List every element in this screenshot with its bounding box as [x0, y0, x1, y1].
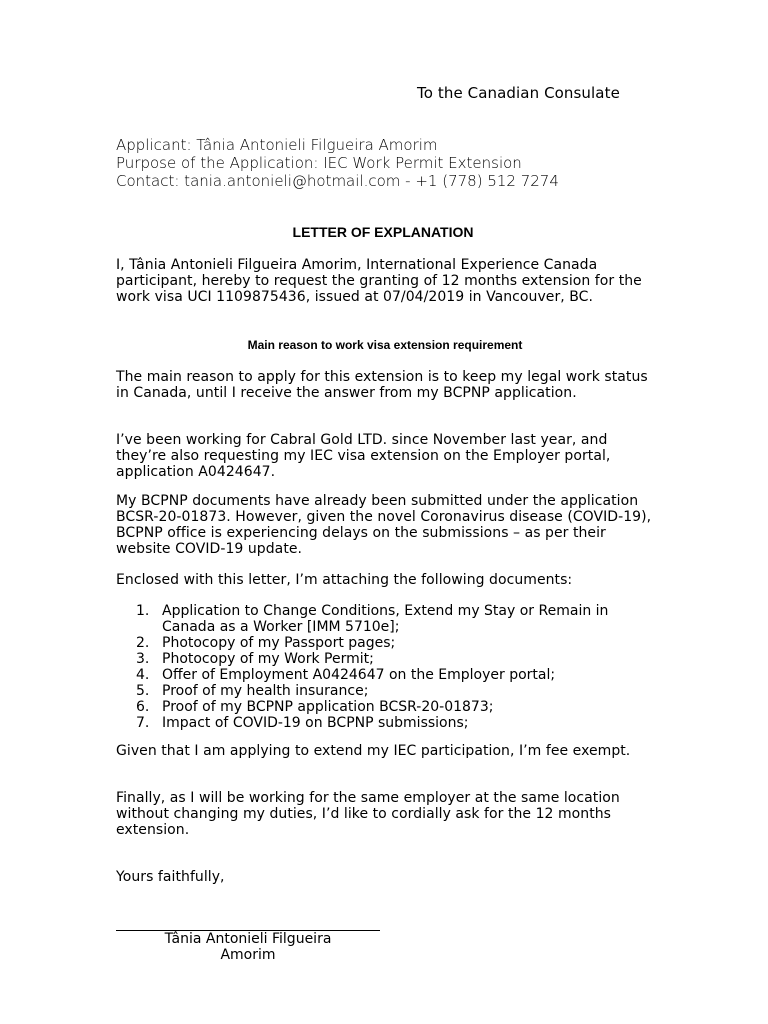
contact-line: Contact: tania.antonieli@hotmail.com - +1 (778) 512 7274: [116, 172, 559, 190]
closing-line: Yours faithfully,: [116, 869, 225, 885]
recipient-line: To the Canadian Consulate: [417, 84, 620, 102]
list-item-text: Photocopy of my Passport pages;: [162, 635, 396, 651]
list-item-number: 6.: [136, 699, 150, 715]
list-item-number: 3.: [136, 651, 150, 667]
purpose-line: Purpose of the Application: IEC Work Permit Extension: [116, 154, 522, 172]
list-item: [136, 667, 666, 683]
list-item-number: 1.: [136, 603, 150, 619]
enclosed-paragraph: Enclosed with this letter, I’m attaching the following documents:: [116, 572, 573, 588]
list-item: [136, 715, 666, 731]
signature-name-line1: Tânia Antonieli Filgueira: [164, 931, 332, 947]
bcpnp-paragraph: My BCPNP documents have already been submitted under the application BCSR-20-01873. However, given the novel Coronavirus disease (COVID-19), BCPNP office is experiencing delays on the submissions – as per their website COVID-19 update.: [116, 493, 652, 557]
list-item: [136, 699, 666, 715]
list-item: [136, 683, 666, 699]
list-item-text: Photocopy of my Work Permit;: [162, 651, 374, 667]
list-item-text: Proof of my health insurance;: [162, 683, 369, 699]
applicant-header: [116, 136, 559, 190]
list-item: [136, 635, 666, 651]
fee-paragraph: Given that I am applying to extend my IEC participation, I’m fee exempt.: [116, 743, 631, 759]
list-item: [136, 651, 666, 667]
employer-paragraph: I’ve been working for Cabral Gold LTD. since November last year, and they’re also requesting my IEC visa extension on the Employer portal, application A0424647.: [116, 432, 611, 480]
final-paragraph: Finally, as I will be working for the same employer at the same location without changing my duties, I’d like to cordially ask for the 12 months extension.: [116, 790, 620, 838]
section-subtitle: Main reason to work visa extension requirement: [247, 338, 523, 352]
list-item-text: Application to Change Conditions, Extend my Stay or Remain in Canada as a Worker [IMM 5710e];: [162, 603, 609, 635]
signature-name-line2: Amorim: [220, 947, 276, 963]
list-item-number: 4.: [136, 667, 150, 683]
list-item-text: Proof of my BCPNP application BCSR-20-01873;: [162, 699, 494, 715]
list-item-number: 7.: [136, 715, 150, 731]
list-item-number: 2.: [136, 635, 150, 651]
list-item-number: 5.: [136, 683, 150, 699]
list-item: [136, 603, 666, 635]
list-item-text: Offer of Employment A0424647 on the Employer portal;: [162, 667, 556, 683]
documents-list: [136, 603, 666, 731]
signature-name: [116, 931, 380, 963]
letter-title: LETTER OF EXPLANATION: [292, 224, 474, 240]
intro-paragraph: I, Tânia Antonieli Filgueira Amorim, International Experience Canada participant, hereby to request the granting of 12 months extension for the work visa UCI 1109875436, issued at 07/04/2019 in Vancouver, BC.: [116, 257, 642, 305]
applicant-line: Applicant: Tânia Antonieli Filgueira Amorim: [116, 136, 438, 154]
reason-paragraph: The main reason to apply for this extension is to keep my legal work status in Canada, until I receive the answer from my BCPNP application.: [116, 369, 648, 401]
list-item-text: Impact of COVID-19 on BCPNP submissions;: [162, 715, 469, 731]
